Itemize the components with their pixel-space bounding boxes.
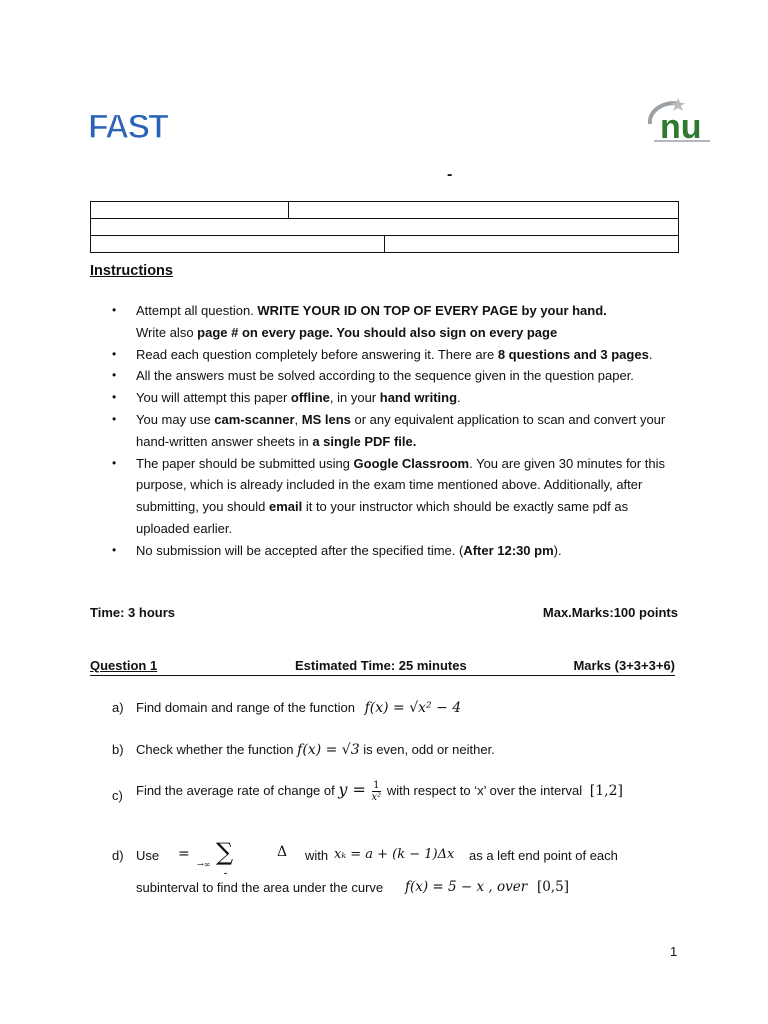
part-c-interval: [1,2] bbox=[589, 783, 623, 799]
instruction-text: , bbox=[294, 411, 302, 427]
part-d-equals: = bbox=[178, 846, 190, 862]
instruction-text: 8 questions and 3 pages bbox=[497, 346, 649, 362]
instruction-item bbox=[112, 300, 682, 344]
instruction-text: MS lens bbox=[301, 411, 351, 427]
part-d-line2: subinterval to find the area under the curve bbox=[136, 880, 384, 895]
part-c-fraction bbox=[372, 780, 382, 803]
part-b-text-after: is even, odd or neither. bbox=[363, 742, 495, 757]
part-label: b) bbox=[112, 742, 124, 757]
instruction-text: , in your bbox=[329, 390, 380, 406]
part-d-curve: f(x) = 5 − x , over bbox=[405, 879, 528, 895]
part-b-text: Check whether the function bbox=[136, 742, 294, 757]
question-marks: Marks (3+3+3+6) bbox=[573, 658, 675, 673]
nu-logo bbox=[644, 98, 714, 144]
info-cell bbox=[91, 219, 679, 236]
instruction-item bbox=[112, 540, 682, 562]
delta-icon: Δ bbox=[277, 844, 288, 860]
instruction-text: The paper should be submitted using bbox=[136, 455, 354, 471]
info-cell bbox=[91, 202, 289, 219]
student-info-table-row3 bbox=[90, 235, 679, 253]
info-cell bbox=[289, 202, 679, 219]
instruction-text: You will attempt this paper bbox=[136, 390, 291, 406]
question-part-d: d) Use = →∞ ∑ - Δ with xₖ = a + (k − 1)Δx as a left end point of each subinterval to find the area under the curve f(x) = 5 − x , over [0,5] bbox=[112, 838, 618, 895]
bullet-icon: • bbox=[112, 390, 117, 405]
exam-max-marks: Max.Marks:100 points bbox=[542, 605, 678, 620]
instruction-item bbox=[112, 387, 682, 409]
part-label: a) bbox=[112, 700, 124, 715]
instructions-heading: Instructions bbox=[90, 263, 173, 279]
bullet-icon: • bbox=[112, 455, 117, 470]
instruction-text: . bbox=[457, 390, 461, 406]
instruction-text: Attempt all question. bbox=[136, 303, 258, 318]
instruction-text: cam-scanner bbox=[214, 411, 295, 427]
info-cell bbox=[91, 236, 385, 253]
instruction-text: All the answers must be solved according to the sequence given in the question paper. bbox=[136, 368, 634, 384]
instructions-list bbox=[112, 300, 682, 562]
instruction-text: a single PDF file. bbox=[312, 433, 417, 449]
instruction-text: Google Classroom bbox=[353, 455, 470, 471]
question-estimated-time: Estimated Time: 25 minutes bbox=[295, 658, 467, 673]
instruction-text: . bbox=[648, 346, 653, 362]
instruction-text: You may use bbox=[136, 411, 215, 427]
instruction-text: Write also bbox=[136, 324, 198, 340]
instruction-text: offline bbox=[290, 390, 330, 406]
student-info-table bbox=[90, 201, 679, 236]
exam-time: Time: 3 hours bbox=[90, 605, 176, 620]
bullet-icon: • bbox=[112, 411, 117, 426]
part-label: d) bbox=[112, 848, 124, 863]
instruction-text: WRITE YOUR ID ON TOP OF EVERY PAGE by your hand. bbox=[257, 303, 607, 318]
instruction-text: After 12:30 pm bbox=[463, 542, 554, 558]
nu-logo-text: nu bbox=[660, 108, 702, 146]
part-d-with: with bbox=[305, 848, 329, 863]
part-d-xk: xₖ = a + (k − 1)Δx bbox=[334, 847, 455, 862]
question-title: Question 1 bbox=[90, 658, 158, 673]
instruction-text: . You are given 30 minutes for this purpose, which is already included in the exam time mentioned above. Additionally, after submitting, you should bbox=[136, 455, 665, 515]
instruction-text: page # on every page. You should also sign on every page bbox=[197, 324, 558, 340]
bullet-icon: • bbox=[112, 346, 117, 361]
part-c-text-after: with respect to ‘x’ over the interval bbox=[386, 783, 583, 798]
info-cell bbox=[385, 236, 679, 253]
instruction-text: or any equivalent application to scan and convert your hand-written answer sheets in bbox=[136, 411, 666, 449]
fast-logo bbox=[88, 104, 167, 146]
fraction-denominator: x² bbox=[371, 792, 382, 804]
part-a-text: Find domain and range of the function bbox=[136, 700, 355, 715]
instruction-item bbox=[112, 365, 682, 387]
instruction-text: ). bbox=[553, 542, 562, 558]
sigma-icon: ∑ bbox=[216, 838, 234, 866]
part-c-y: y = bbox=[338, 780, 366, 799]
fast-logo-text: FAST bbox=[88, 108, 167, 146]
part-a-formula: f(x) = √x² − 4 bbox=[364, 700, 462, 716]
instruction-text: email bbox=[268, 499, 303, 515]
question-header bbox=[90, 658, 675, 676]
part-d-left-end: as a left end point of each bbox=[469, 848, 618, 863]
bullet-icon: • bbox=[112, 542, 117, 557]
instruction-text: Read each question completely before answering it. There are bbox=[136, 346, 498, 362]
instruction-item bbox=[112, 453, 682, 540]
part-d-use: Use bbox=[136, 848, 160, 863]
instruction-text: No submission will be accepted after the specified time. ( bbox=[136, 542, 464, 558]
part-d-limit: →∞ bbox=[197, 860, 211, 869]
bullet-icon: • bbox=[112, 368, 117, 383]
part-label: c) bbox=[112, 788, 123, 803]
part-c-text: Find the average rate of change of bbox=[136, 783, 335, 798]
instruction-text: hand writing bbox=[379, 390, 458, 406]
instruction-item bbox=[112, 344, 682, 366]
part-b-formula: f(x) = √3 bbox=[297, 742, 360, 758]
instruction-item bbox=[112, 409, 682, 453]
page-number: 1 bbox=[670, 944, 678, 959]
fraction-numerator: 1 bbox=[373, 780, 380, 792]
instruction-text: it to your instructor which should be exactly same pdf as uploaded earlier. bbox=[136, 499, 629, 536]
title-dash: - bbox=[447, 166, 453, 183]
bullet-icon: • bbox=[112, 303, 117, 317]
part-d-interval: [0,5] bbox=[537, 879, 570, 895]
